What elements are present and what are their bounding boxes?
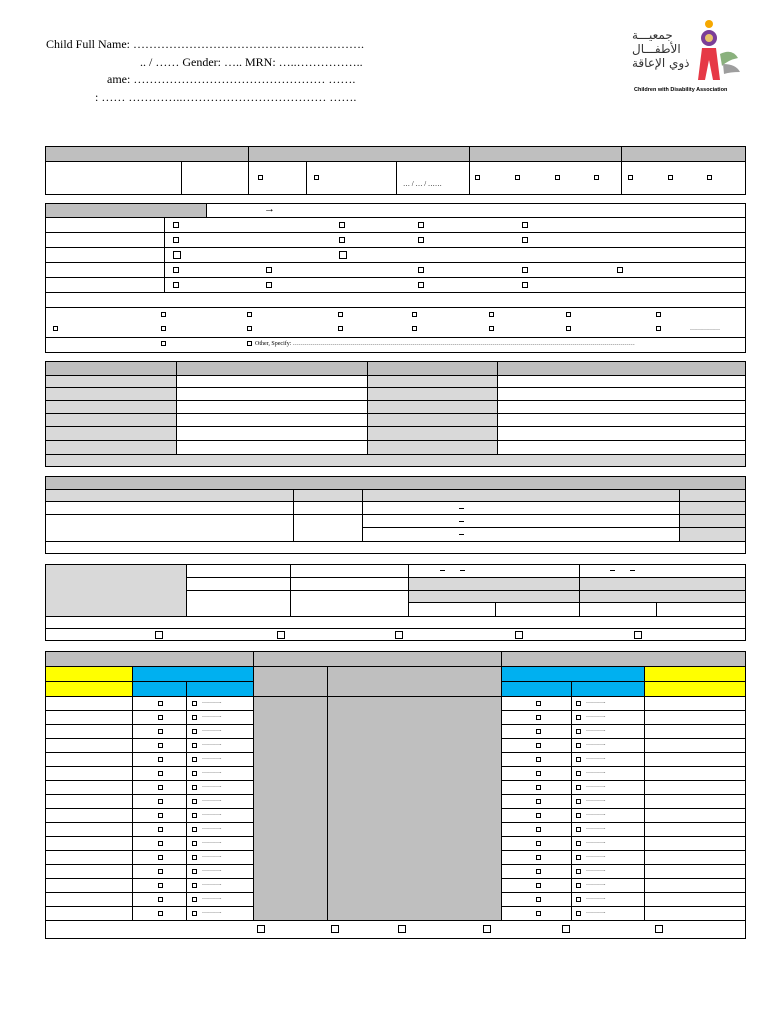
checkbox[interactable]: [576, 701, 581, 706]
checkbox[interactable]: [515, 175, 520, 180]
dots-field: ……….: [202, 741, 222, 747]
checkbox[interactable]: [536, 743, 541, 748]
checkbox[interactable]: [576, 743, 581, 748]
dots-field: ……….: [202, 755, 222, 761]
dots-field: ……….: [202, 867, 222, 873]
checkbox[interactable]: [536, 757, 541, 762]
checkbox[interactable]: [412, 312, 417, 317]
logo-arabic-2: الأطفـــال: [632, 42, 681, 56]
checkbox[interactable]: [634, 631, 642, 639]
dots-field: ……….: [586, 895, 606, 901]
checkbox[interactable]: [655, 925, 663, 933]
checkbox[interactable]: [656, 326, 661, 331]
dots-field: ……….: [586, 909, 606, 915]
checkbox[interactable]: [158, 715, 163, 720]
checkbox[interactable]: [192, 785, 197, 790]
checkbox[interactable]: [418, 237, 424, 243]
cda-logo: [628, 14, 746, 98]
checkbox[interactable]: [192, 799, 197, 804]
child-name-line: [46, 37, 364, 52]
checkbox[interactable]: [158, 785, 163, 790]
checkbox[interactable]: [338, 326, 343, 331]
checkbox[interactable]: [192, 757, 197, 762]
checkbox[interactable]: [247, 341, 252, 346]
checkbox[interactable]: [173, 282, 179, 288]
checkbox[interactable]: [161, 312, 166, 317]
checkbox[interactable]: [338, 312, 343, 317]
checkbox[interactable]: [53, 326, 58, 331]
checkbox[interactable]: [192, 855, 197, 860]
checkbox[interactable]: [158, 897, 163, 902]
checkbox[interactable]: [536, 701, 541, 706]
checkbox[interactable]: [536, 897, 541, 902]
checkbox[interactable]: [192, 869, 197, 874]
section4-frame: [45, 476, 746, 554]
checkbox[interactable]: [192, 813, 197, 818]
date-placeholder: … / … / ……: [403, 180, 442, 188]
child-name-label: Child Full Name: [46, 37, 127, 51]
dots-field: ……….: [586, 811, 606, 817]
checkbox[interactable]: [617, 267, 623, 273]
dots-field: ……….: [586, 727, 606, 733]
checkbox[interactable]: [536, 799, 541, 804]
section2-frame: [45, 203, 746, 353]
logo-arabic-1: جمعيـــة: [632, 28, 673, 42]
checkbox[interactable]: [158, 799, 163, 804]
dots-field: ……….: [202, 909, 222, 915]
checkbox[interactable]: [536, 883, 541, 888]
checkbox[interactable]: [555, 175, 560, 180]
checkbox[interactable]: [522, 222, 528, 228]
dots-field: ……….: [586, 839, 606, 845]
name-line: ame: ………………………………………… …….: [107, 72, 356, 86]
dots-field: ……….: [202, 797, 222, 803]
logo-english: Children with Disability Association: [634, 87, 728, 93]
checkbox[interactable]: [576, 883, 581, 888]
checkbox[interactable]: [192, 883, 197, 888]
checkbox[interactable]: [257, 925, 265, 933]
checkbox[interactable]: [489, 312, 494, 317]
checkbox[interactable]: [266, 282, 272, 288]
child-name-dots: : ………………………………………………….: [126, 37, 365, 51]
dots-field: ……….: [202, 825, 222, 831]
checkbox[interactable]: [192, 729, 197, 734]
dots-field: ……….: [202, 839, 222, 845]
checkbox[interactable]: [628, 175, 633, 180]
checkbox[interactable]: [161, 341, 166, 346]
checkbox[interactable]: [576, 757, 581, 762]
checkbox[interactable]: [192, 743, 197, 748]
dots-field: ……….: [202, 769, 222, 775]
checkbox[interactable]: [158, 911, 163, 916]
checkbox[interactable]: [192, 827, 197, 832]
checkbox[interactable]: [594, 175, 599, 180]
arrow-icon: →: [264, 203, 275, 215]
dots-field: ……….: [202, 727, 222, 733]
checkbox[interactable]: [576, 897, 581, 902]
checkbox[interactable]: [536, 771, 541, 776]
other-dots: ……………: [690, 326, 720, 332]
checkbox[interactable]: [418, 282, 424, 288]
checkbox[interactable]: [576, 715, 581, 720]
dots-field: ……….: [586, 881, 606, 887]
dots-field: ……….: [202, 713, 222, 719]
checkbox[interactable]: [536, 911, 541, 916]
checkbox[interactable]: [192, 771, 197, 776]
dots-field: ……….: [202, 811, 222, 817]
fourth-line: : …… …………..……………………………… …….: [95, 90, 357, 104]
dots-field: ……….: [202, 783, 222, 789]
dots-field: ……….: [586, 741, 606, 747]
checkbox[interactable]: [173, 222, 179, 228]
checkbox[interactable]: [536, 813, 541, 818]
checkbox[interactable]: [158, 827, 163, 832]
dots-field: ……….: [586, 713, 606, 719]
checkbox[interactable]: [192, 897, 197, 902]
checkbox[interactable]: [339, 222, 345, 228]
checkbox[interactable]: [192, 715, 197, 720]
logo-arabic-3: ذوي الإعاقة: [632, 56, 690, 70]
checkbox[interactable]: [277, 631, 285, 639]
dots-field: ……….: [586, 853, 606, 859]
other-specify-text: Other, Specify: ………………………………………………………………………………………………………………………………………………………: [255, 341, 635, 347]
dots-field: ……….: [202, 699, 222, 705]
checkbox[interactable]: [483, 925, 491, 933]
checkbox[interactable]: [489, 326, 494, 331]
checkbox[interactable]: [173, 251, 181, 259]
checkbox[interactable]: [576, 729, 581, 734]
checkbox[interactable]: [576, 799, 581, 804]
checkbox[interactable]: [576, 827, 581, 832]
dots-field: ……….: [586, 867, 606, 873]
checkbox[interactable]: [418, 267, 424, 273]
checkbox[interactable]: [158, 855, 163, 860]
checkbox[interactable]: [339, 251, 347, 259]
checkbox[interactable]: [339, 237, 345, 243]
checkbox[interactable]: [158, 729, 163, 734]
dots-field: ……….: [586, 769, 606, 775]
checkbox[interactable]: [158, 883, 163, 888]
checkbox[interactable]: [668, 175, 673, 180]
checkbox[interactable]: [247, 312, 252, 317]
checkbox[interactable]: [536, 715, 541, 720]
checkbox[interactable]: [566, 312, 571, 317]
checkbox[interactable]: [412, 326, 417, 331]
checkbox[interactable]: [562, 925, 570, 933]
checkbox[interactable]: [158, 813, 163, 818]
checkbox[interactable]: [536, 827, 541, 832]
checkbox[interactable]: [566, 326, 571, 331]
checkbox[interactable]: [707, 175, 712, 180]
checkbox[interactable]: [192, 701, 197, 706]
checkbox[interactable]: [475, 175, 480, 180]
checkbox[interactable]: [192, 911, 197, 916]
checkbox[interactable]: [522, 282, 528, 288]
dots-field: ……….: [586, 797, 606, 803]
checkbox[interactable]: [173, 237, 179, 243]
checkbox[interactable]: [576, 855, 581, 860]
checkbox[interactable]: [418, 222, 424, 228]
checkbox[interactable]: [266, 267, 272, 273]
dots-field: ……….: [586, 699, 606, 705]
checkbox[interactable]: [331, 925, 339, 933]
checkbox[interactable]: [158, 701, 163, 706]
checkbox[interactable]: [522, 267, 528, 273]
checkbox[interactable]: [576, 813, 581, 818]
gender-mrn-line: .. / …… Gender: ….. MRN: …..……………..: [140, 55, 363, 69]
checkbox[interactable]: [398, 925, 406, 933]
checkbox[interactable]: [576, 771, 581, 776]
checkbox[interactable]: [155, 631, 163, 639]
checkbox[interactable]: [576, 785, 581, 790]
checkbox[interactable]: [173, 267, 179, 273]
dots-field: ……….: [202, 853, 222, 859]
checkbox[interactable]: [536, 869, 541, 874]
checkbox[interactable]: [536, 785, 541, 790]
checkbox[interactable]: [158, 841, 163, 846]
checkbox[interactable]: [576, 911, 581, 916]
dots-field: ……….: [586, 825, 606, 831]
dots-field: ……….: [586, 783, 606, 789]
checkbox[interactable]: [576, 869, 581, 874]
dots-field: ……….: [202, 881, 222, 887]
dots-field: ……….: [202, 895, 222, 901]
section6-frame: [45, 651, 746, 939]
checkbox[interactable]: [656, 312, 661, 317]
dots-field: ……….: [586, 755, 606, 761]
section3-frame: [45, 361, 746, 467]
checkbox[interactable]: [192, 841, 197, 846]
checkbox[interactable]: [515, 631, 523, 639]
checkbox[interactable]: [158, 869, 163, 874]
checkbox[interactable]: [158, 757, 163, 762]
checkbox[interactable]: [536, 841, 541, 846]
checkbox[interactable]: [314, 175, 319, 180]
checkbox[interactable]: [522, 237, 528, 243]
checkbox[interactable]: [247, 326, 252, 331]
checkbox[interactable]: [158, 771, 163, 776]
checkbox[interactable]: [258, 175, 263, 180]
checkbox[interactable]: [158, 743, 163, 748]
checkbox[interactable]: [536, 855, 541, 860]
checkbox[interactable]: [395, 631, 403, 639]
checkbox[interactable]: [536, 729, 541, 734]
checkbox[interactable]: [576, 841, 581, 846]
checkbox[interactable]: [161, 326, 166, 331]
